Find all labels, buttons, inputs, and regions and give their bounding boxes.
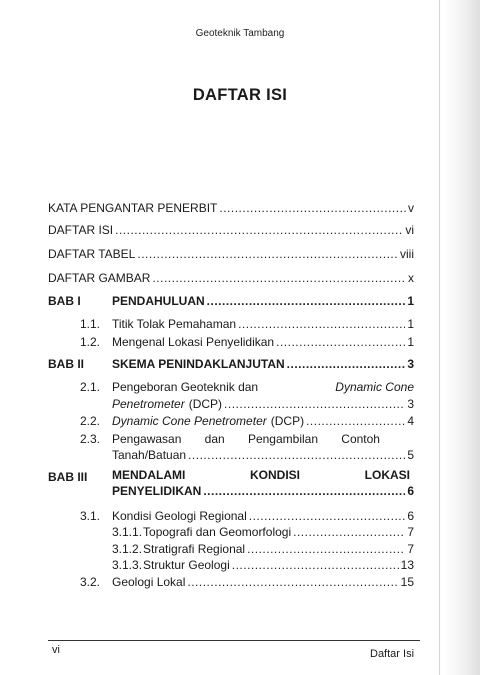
- section-number: 3.2.: [80, 575, 101, 589]
- toc-chapter-entry[interactable]: [112, 356, 414, 372]
- page-title: DAFTAR ISI: [192, 86, 288, 104]
- toc-entry[interactable]: [48, 200, 414, 216]
- entry-page: 7: [407, 542, 414, 556]
- leader-dots: [137, 246, 398, 262]
- entry-page: v: [408, 201, 414, 215]
- entry-label: Titik Tolak Pemahaman: [112, 317, 237, 331]
- entry-label: DAFTAR TABEL: [48, 247, 136, 261]
- entry-page: 13: [400, 558, 414, 572]
- toc-entry[interactable]: [112, 508, 414, 524]
- entry-label: (DCP): [188, 397, 223, 411]
- leader-dots: [247, 541, 405, 557]
- section-number: 1.1.: [80, 317, 101, 331]
- toc-subentry[interactable]: [112, 557, 414, 573]
- entry-page: 4: [407, 414, 414, 428]
- entry-word: dan: [204, 432, 225, 446]
- entry-page: viii: [400, 247, 414, 261]
- running-footer: Daftar Isi: [370, 648, 415, 660]
- toc-entry-line1[interactable]: [112, 431, 380, 447]
- leader-dots: [287, 356, 406, 372]
- chapter-number: BAB II: [48, 357, 84, 371]
- entry-label-italic: Dynamic Cone: [335, 380, 414, 394]
- entry-page: 1: [407, 294, 414, 308]
- entry-label: Mengenal Lokasi Penyelidikan: [112, 335, 275, 349]
- toc-entry-line1[interactable]: [112, 379, 414, 395]
- entry-label: DAFTAR GAMBAR: [48, 271, 151, 285]
- leader-dots: [224, 396, 405, 412]
- entry-label: DAFTAR ISI: [48, 223, 114, 237]
- running-header: Geoteknik Tambang: [195, 28, 285, 39]
- entry-word: Contoh: [341, 432, 380, 446]
- toc-chapter-line2[interactable]: [112, 483, 414, 499]
- chapter-word: LOKASI: [364, 468, 410, 482]
- chapter-number: BAB I: [48, 294, 81, 308]
- section-number: 2.3.: [80, 432, 101, 446]
- leader-dots: [187, 574, 398, 590]
- leader-dots: [188, 447, 405, 463]
- entry-word: Pengawasan: [112, 432, 182, 446]
- leader-dots: [207, 293, 406, 309]
- entry-label: Tanah/Batuan: [112, 448, 187, 462]
- entry-label: Stratigrafi Regional: [143, 542, 246, 556]
- footer-divider: [48, 640, 420, 641]
- entry-label-italic: Penetrometer: [112, 397, 185, 411]
- entry-page: 5: [407, 448, 414, 462]
- toc-subentry[interactable]: [112, 541, 414, 557]
- entry-label: KATA PENGANTAR PENERBIT: [48, 201, 218, 215]
- toc-entry[interactable]: [112, 334, 414, 350]
- entry-word: Pengambilan: [247, 432, 319, 446]
- entry-page: 6: [407, 484, 414, 498]
- leader-dots: [306, 413, 405, 429]
- entry-label: Kondisi Geologi Regional: [112, 509, 247, 523]
- chapter-title: PENYELIDIKAN: [112, 484, 202, 498]
- leader-dots: [203, 483, 405, 499]
- entry-label: Pengeboran Geoteknik dan: [112, 380, 259, 394]
- toc-entry[interactable]: [48, 246, 414, 262]
- toc-subentry[interactable]: [112, 524, 414, 540]
- subsection-number: 3.1.1.: [112, 525, 143, 539]
- chapter-number: BAB III: [48, 470, 88, 484]
- chapter-word: KONDISI: [249, 468, 300, 482]
- section-number: 1.2.: [80, 335, 101, 349]
- leader-dots: [115, 222, 403, 238]
- entry-label: Topografi dan Geomorfologi: [143, 525, 292, 539]
- entry-page: x: [408, 271, 414, 285]
- entry-page: 3: [407, 397, 414, 411]
- toc-entry-line2[interactable]: [112, 396, 414, 412]
- chapter-word: MENDALAMI: [112, 468, 186, 482]
- subsection-number: 3.1.3.: [112, 558, 143, 572]
- leader-dots: [276, 334, 405, 350]
- toc-entry-line2[interactable]: [112, 447, 414, 463]
- leader-dots: [238, 316, 405, 332]
- chapter-title: SKEMA PENINDAKLANJUTAN: [112, 357, 285, 371]
- page-number: vi: [52, 644, 60, 656]
- section-number: 2.2.: [80, 414, 101, 428]
- toc-chapter-entry[interactable]: [112, 293, 414, 309]
- leader-dots: [232, 557, 399, 573]
- leader-dots: [249, 508, 406, 524]
- entry-page: 1: [407, 317, 414, 331]
- leader-dots: [219, 200, 406, 216]
- toc-entry[interactable]: [112, 413, 414, 429]
- section-number: 3.1.: [80, 509, 101, 523]
- entry-page: vi: [405, 223, 414, 237]
- entry-page: 1: [407, 335, 414, 349]
- subsection-number: 3.1.2.: [112, 542, 143, 556]
- entry-page: 15: [400, 575, 414, 589]
- entry-page: 3: [407, 357, 414, 371]
- leader-dots: [152, 270, 406, 286]
- toc-entry[interactable]: [48, 270, 414, 286]
- entry-label-italic: Dynamic Cone Penetrometer: [112, 414, 267, 428]
- entry-label: Geologi Lokal: [112, 575, 186, 589]
- toc-chapter-line1[interactable]: [112, 467, 410, 483]
- toc-entry[interactable]: [112, 316, 414, 332]
- entry-page: 6: [407, 509, 414, 523]
- section-number: 2.1.: [80, 380, 101, 394]
- entry-page: 7: [407, 525, 414, 539]
- leader-dots: [293, 524, 405, 540]
- entry-label: (DCP): [270, 414, 305, 428]
- toc-entry[interactable]: [112, 574, 414, 590]
- chapter-title: PENDAHULUAN: [112, 294, 205, 308]
- toc-entry[interactable]: [48, 222, 414, 238]
- entry-label: Struktur Geologi: [143, 558, 230, 572]
